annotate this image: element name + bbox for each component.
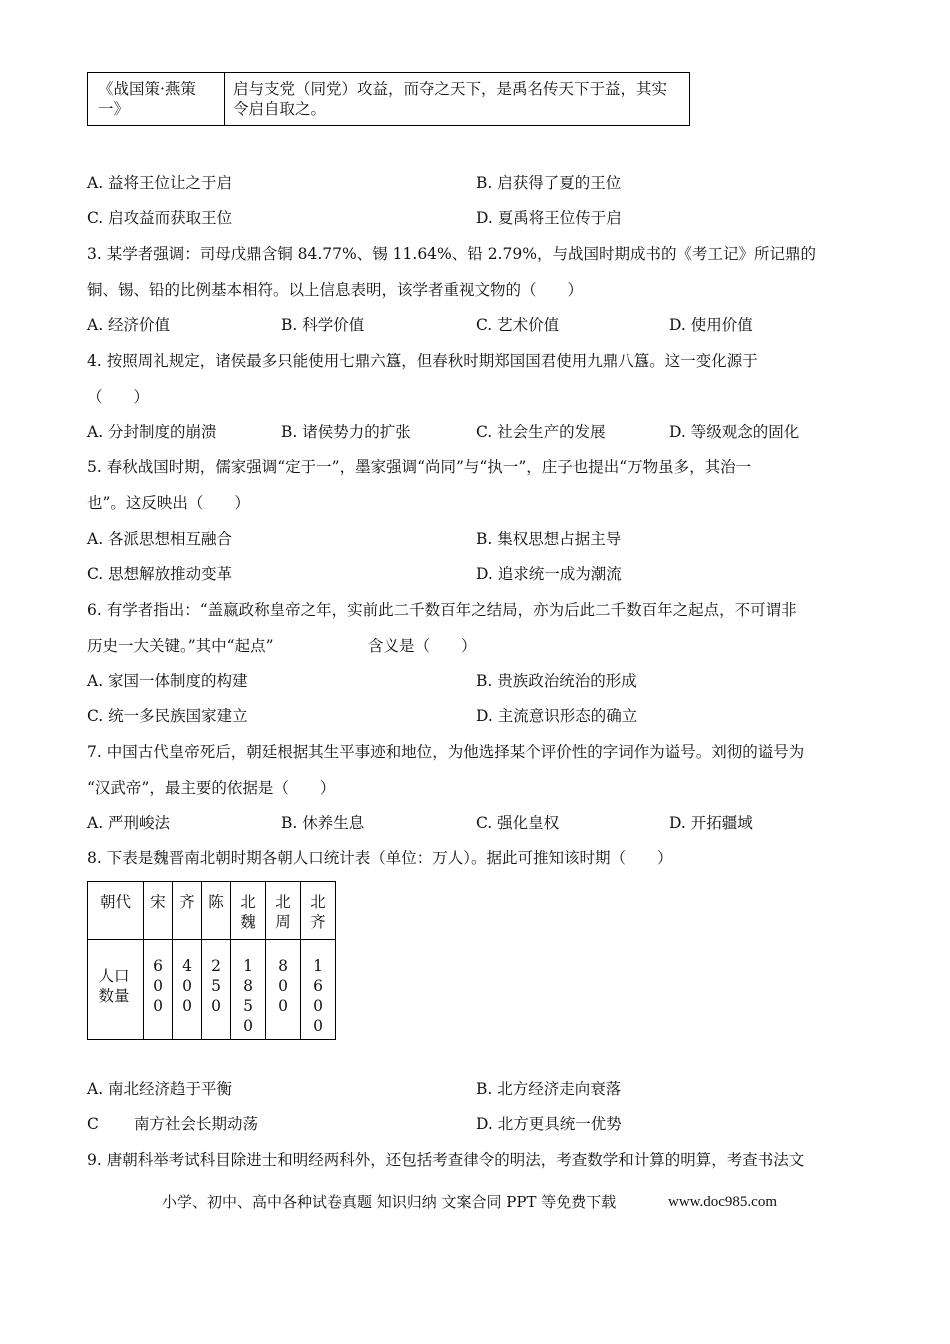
value-cell-qi (173, 940, 202, 1040)
row-label-cell (88, 940, 144, 1040)
q8-stem: 8. 下表是魏晋南北朝时期各朝人口统计表（单位：万人）。据此可推知该时期（ ） (87, 849, 673, 867)
population-table (87, 881, 336, 1040)
header-text: 北齐 (310, 893, 326, 931)
header-text: 北魏 (240, 893, 256, 931)
value-cell-beiqi (301, 940, 336, 1040)
q6-option-d: D. 主流意识形态的确立 (476, 707, 638, 725)
value-cell-song (144, 940, 173, 1040)
value-text: 1600 (313, 957, 323, 1035)
q7-stem-line1: 7. 中国古代皇帝死后，朝廷根据其生平事迹和地位，为他选择某个评价性的字词作为谥号。刘彻的谥号为 (87, 743, 805, 761)
q4-option-c: C. 社会生产的发展 (476, 423, 606, 441)
footer-url[interactable]: www.doc985.com (668, 1194, 778, 1210)
q4-stem-line1: 4. 按照周礼规定，诸侯最多只能使用七鼎六簋，但春秋时期郑国国君使用九鼎八簋。这一变化源于 (87, 352, 758, 370)
value-text: 600 (153, 957, 163, 1015)
q5-option-c: C. 思想解放推动变革 (87, 565, 233, 583)
q8-option-d: D. 北方更具统一优势 (476, 1115, 622, 1133)
q6-stem-line2b: 含义是（ ） (368, 637, 477, 655)
source-title-cell: 《战国策·燕策一》 (88, 73, 225, 126)
value-text: 250 (211, 957, 221, 1015)
q3-option-a: A. 经济价值 (87, 316, 171, 334)
header-cell-beiwei (231, 882, 266, 940)
q3-option-d: D. 使用价值 (669, 316, 753, 334)
q8-option-a: A. 南北经济趋于平衡 (87, 1080, 233, 1098)
q7-option-d: D. 开拓疆域 (669, 814, 753, 832)
q5-option-b: B. 集权思想占据主导 (476, 530, 622, 548)
q7-option-c: C. 强化皇权 (476, 814, 560, 832)
header-cell-chen (202, 882, 231, 940)
q8-option-c-letter: C (87, 1115, 99, 1133)
header-cell-dynasty (88, 882, 144, 940)
q7-option-a: A. 严刑峻法 (87, 814, 171, 832)
q5-stem-line2: 也”。这反映出（ ） (87, 494, 250, 512)
q2-option-c: C. 启攻益而获取王位 (87, 209, 233, 227)
header-cell-qi (173, 882, 202, 940)
value-text: 400 (182, 957, 192, 1015)
population-table-value-row (88, 940, 336, 1040)
q6-option-b: B. 贵族政治统治的形成 (476, 672, 637, 690)
q6-option-c: C. 统一多民族国家建立 (87, 707, 248, 725)
header-text: 陈 (208, 893, 224, 911)
header-text: 朝代 (99, 893, 131, 911)
q6-stem-line1: 6. 有学者指出：“盖嬴政称皇帝之年，实前此二千数百年之结局，亦为后此二千数百年之起点，不可谓非 (87, 601, 797, 619)
q4-stem-line2: （ ） (87, 388, 150, 406)
q2-option-d: D. 夏禹将王位传于启 (476, 209, 622, 227)
q6-option-a: A. 家国一体制度的构建 (87, 672, 248, 690)
q3-stem-line2: 铜、锡、铅的比例基本相符。以上信息表明，该学者重视文物的（ ） (87, 281, 584, 299)
q5-stem-line1: 5. 春秋战国时期，儒家强调“定于一”，墨家强调“尚同”与“执一”，庄子也提出“万物虽多，其治一 (87, 458, 752, 476)
footer-text: 小学、初中、高中各种试卷真题 知识归纳 文案合同 PPT 等免费下载 (162, 1193, 617, 1211)
q8-option-c-text: 南方社会长期动荡 (134, 1115, 259, 1133)
source-table (87, 72, 690, 126)
q5-option-a: A. 各派思想相互融合 (87, 530, 233, 548)
value-text: 800 (278, 957, 288, 1015)
q5-option-d: D. 追求统一成为潮流 (476, 565, 622, 583)
value-cell-chen (202, 940, 231, 1040)
row-label-text: 人口数量 (98, 967, 130, 1005)
source-quote-cell: 启与支党（同党）攻益，而夺之天下，是禹名传天下于益，其实令启自取之。 (225, 73, 690, 126)
header-text: 北周 (275, 893, 291, 931)
value-cell-beizhou (266, 940, 301, 1040)
q2-option-a: A. 益将王位让之于启 (87, 174, 233, 192)
q7-stem-line2: “汉武帝”，最主要的依据是（ ） (87, 779, 336, 797)
q4-option-a: A. 分封制度的崩溃 (87, 423, 217, 441)
q3-option-c: C. 艺术价值 (476, 316, 560, 334)
q2-option-b: B. 启获得了夏的王位 (476, 174, 622, 192)
q6-stem-line2a: 历史一大关键。”其中“起点” (87, 637, 274, 655)
header-cell-song (144, 882, 173, 940)
population-table-header-row (88, 882, 336, 940)
value-text: 1850 (243, 957, 253, 1035)
q4-option-b: B. 诸侯势力的扩张 (281, 423, 411, 441)
header-cell-beizhou (266, 882, 301, 940)
header-cell-beiqi (301, 882, 336, 940)
header-text: 齐 (179, 893, 195, 911)
q4-option-d: D. 等级观念的固化 (669, 423, 800, 441)
q3-stem-line1: 3. 某学者强调：司母戊鼎含铜 84.77%、锡 11.64%、铅 2.79%，与战国时期成书的《考工记》所记鼎的 (87, 245, 816, 263)
q9-stem-line1: 9. 唐朝科举考试科目除进士和明经两科外，还包括考查律令的明法，考查数学和计算的明算，考查书法文 (87, 1151, 805, 1169)
q3-option-b: B. 科学价值 (281, 316, 365, 334)
q7-option-b: B. 休养生息 (281, 814, 365, 832)
q8-option-b: B. 北方经济走向衰落 (476, 1080, 622, 1098)
value-cell-beiwei (231, 940, 266, 1040)
header-text: 宋 (150, 893, 166, 911)
